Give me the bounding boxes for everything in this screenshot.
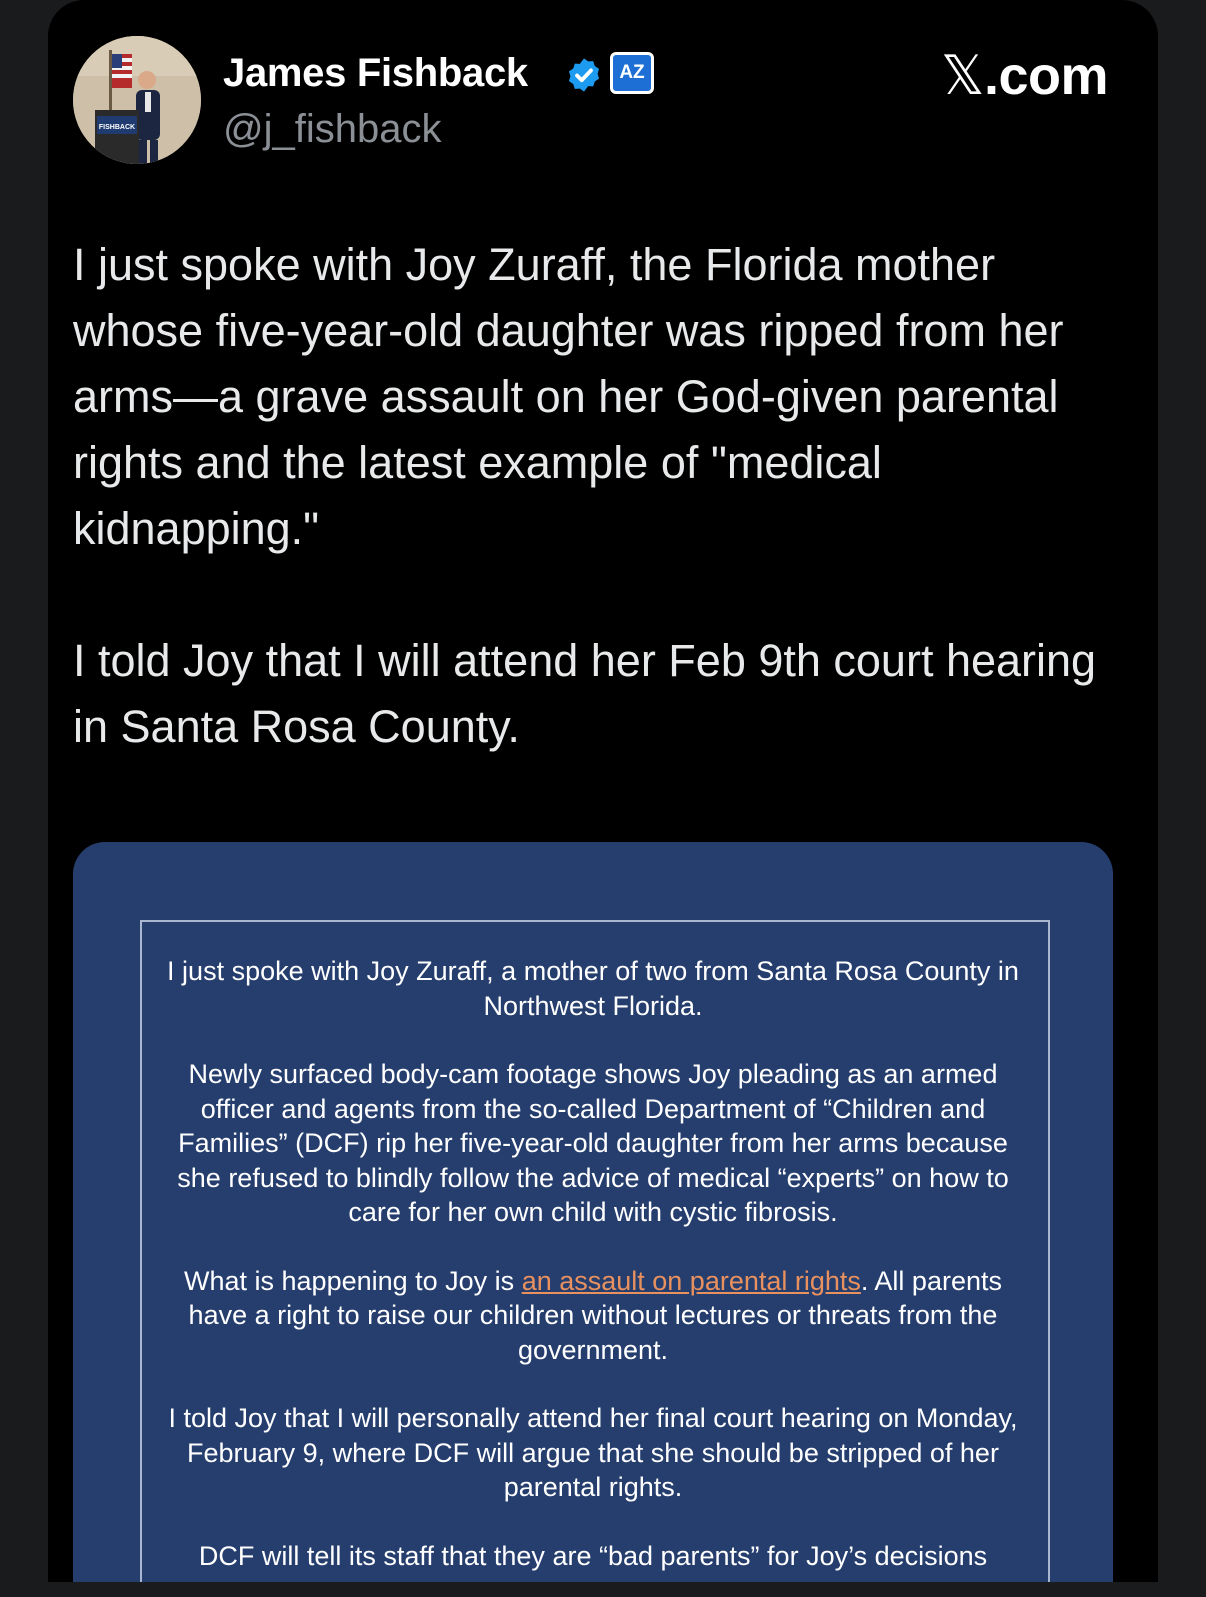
tweet-paragraph: I just spoke with Joy Zuraff, the Florida mother whose five-year-old daughter was ripped from her arms—a grave assault on her God-given parental rights and the latest example of "medical kidnapping." [73,239,1064,554]
statement-text-run: What is happening to Joy is [184,1265,522,1296]
bottom-edge [0,1582,1206,1597]
author-handle[interactable]: @j_fishback [223,107,442,151]
statement-text-run: . All parents have a right to raise our children without lectures or threats from the government. [188,1265,1002,1365]
statement-paragraph [165,1264,1021,1368]
author-name[interactable]: James Fishback [223,51,528,95]
verified-badge-icon [565,56,603,94]
parental-rights-link[interactable]: an assault on parental rights [521,1265,861,1296]
avatar[interactable] [73,36,201,164]
statement-paragraph: I told Joy that I will personally attend her final court hearing on Monday, February 9, where DCF will argue that she should be stripped of her parental rights. [168,1403,1018,1502]
tweet-card [48,0,1158,1597]
statement-paragraph-partial: DCF will tell its staff that they are “bad parents” for Joy’s decisions [198,1540,988,1571]
avatar-sign-text: FISHBACK [98,124,136,131]
attached-image[interactable] [73,842,1113,1597]
avatar-image [73,36,201,164]
x-logo: 𝕏.com [940,44,1108,107]
affiliation-badge-icon: AZ [610,52,654,94]
statement-paragraph: I just spoke with Joy Zuraff, a mother of two from Santa Rosa County in Northwest Florida. [167,956,1019,1021]
tweet-text [73,232,1133,760]
tweet-paragraph: I told Joy that I will attend her Feb 9th court hearing in Santa Rosa County. [73,635,1097,752]
statement-paragraph: Newly surfaced body-cam footage shows Joy pleading as an armed officer and agents from the so-called Department of “Children and Families” (DCF) rip her five-year-old daughter from her arms because she refused to blindly follow the advice of medical “experts” on how to care for her own child with cystic fibrosis. [177,1059,1009,1227]
statement-text [165,954,1021,1597]
brand-suffix: .com [983,46,1108,106]
